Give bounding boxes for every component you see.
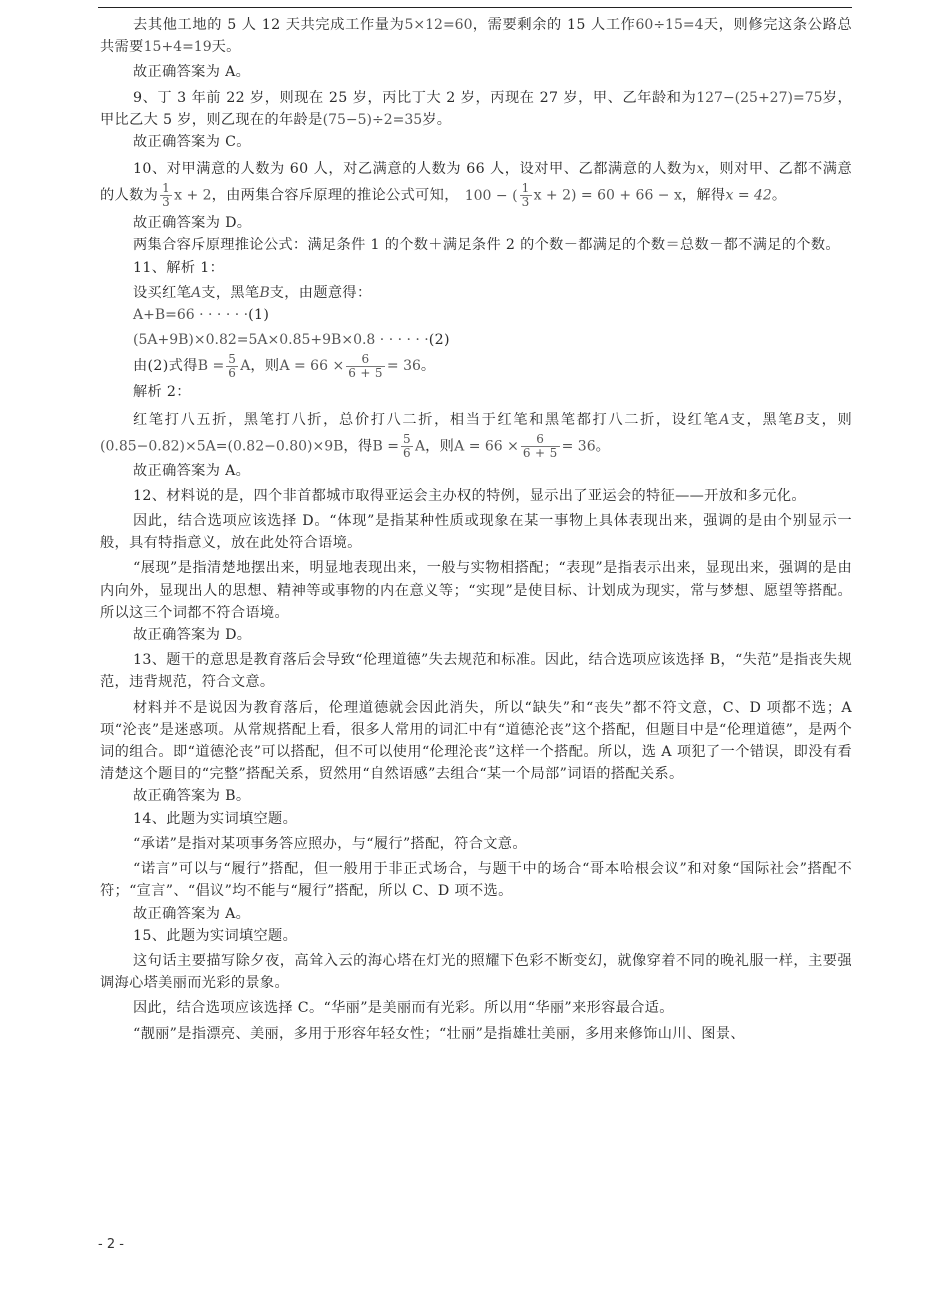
q12-paragraph-2: 因此，结合选项应该选择 D。“体现”是指某种性质或现象在某一事物上具体表现出来，强调的是由个别显示一般，具有特指意义，放在此处符合语境。 xyxy=(100,513,852,552)
q12-answer: 故正确答案为 D。 xyxy=(133,627,252,644)
q11-answer: 故正确答案为 A。 xyxy=(133,462,251,479)
math-expression: (75−5)÷2=35 xyxy=(322,111,423,128)
q8-paragraph: 去其他工地的 5 人 12 天共完成工作量为5×12=60，需要剩余的 15 人工作60÷15=4天，则修完这条公路总共需要15+4=19天。 xyxy=(100,17,852,56)
math-expression: 15+4=19 xyxy=(143,39,212,56)
q14-paragraph-1: 14、此题为实词填空题。 xyxy=(133,810,298,827)
q11-setup: 设买红笔A支，黑笔B支，由题意得： xyxy=(133,284,372,301)
q15-paragraph-2: 这句话主要描写除夕夜，高耸入云的海心塔在灯光的照耀下色彩不断变幻，就像穿着不同的晚礼服一样，主要强调海心塔美丽而光彩的景象。 xyxy=(100,952,852,992)
q15-paragraph-1: 15、此题为实词填空题。 xyxy=(133,927,298,944)
fraction: $\frac{1}{3}$ xyxy=(162,181,171,210)
q15-paragraph-3: 因此，结合选项应该选择 C。“华丽”是美丽而有光彩。所以用“华丽”来形容最合适。 xyxy=(133,1000,674,1017)
q8-answer: 故正确答案为 A。 xyxy=(133,64,251,81)
q11-heading-2: 解析 2： xyxy=(133,384,191,401)
math-expression: 5×12=60 xyxy=(404,17,473,33)
header-rule xyxy=(98,7,852,8)
fraction: $\frac{6}{6 + 5}$ xyxy=(522,431,558,460)
q12-paragraph-3: “展现”是指清楚地摆出来，明显地表现出来，一般与实物相搭配；“表现”是指表示出来，显现出来，强调的是由内向外，显现出人的思想、精神等或事物的内在意义等；“实现”是使目标、计划成为现实，常与梦想、愿望等搭配。所以这三个词都不符合语境。 xyxy=(100,560,852,621)
q15-paragraph-4: “靓丽”是指漂亮、美丽，多用于形容年轻女性；“壮丽”是指雄壮美丽，多用来修饰山川、图景、 xyxy=(133,1025,745,1042)
q11-method-2: 红笔打八五折，黑笔打八折，总价打八二折，相当于红笔和黑笔都打八二折，设红笔A支，黑笔B支，则(0.85−0.82)×5A=(0.82−0.80)×9B，得B = $\frac{5}{6}$ A，则A = 66 × $\frac{6}{6 + 5}$ = 36。 xyxy=(100,411,852,460)
fraction: $\frac{5}{6}$ xyxy=(402,431,411,460)
q11-heading: 11、解析 1： xyxy=(133,259,225,276)
q14-paragraph-2: “承诺”是指对某项事务答应照办，与“履行”搭配，符合文意。 xyxy=(133,835,527,852)
q14-answer: 故正确答案为 A。 xyxy=(133,905,251,922)
q13-paragraph-2: 材料并不是说因为教育落后，伦理道德就会因此消失，所以“缺失”和“丧失”都不符文意，C、D 项都不选；A 项“沦丧”是迷惑项。从常规搭配上看，很多人常用的词汇中有“道德沦丧”这个搭配，但题目中是“伦理道德”，是两个词的组合。即“道德沦丧”可以搭配，但不可以使用“伦理沦丧”这样一个搭配。所以，选 A 项犯了一个错误，即没有看清楚这个题目的“完整”搭配关系，贸然用“自然语感”去组合“某一个局部”词语的搭配关系。 xyxy=(100,699,852,783)
math-expression: 60÷15=4 xyxy=(635,17,704,33)
q10-answer: 故正确答案为 D。 xyxy=(133,215,252,232)
q11-equation-1: A+B=66 · · · · · ·(1) xyxy=(133,307,270,324)
q11-result-1: 由(2)式得B = $\frac{5}{6}$ A，则A = 66 × $\frac{6}{6 + 5}$ = 36。 xyxy=(133,351,436,380)
q9-paragraph: 9、丁 3 年前 22 岁，则现在 25 岁，丙比丁大 2 岁，丙现在 27 岁，甲、乙年龄和为127−(25+27)=75岁，甲比乙大 5 岁，则乙现在的年龄是(75−5)÷2=35岁。 xyxy=(100,89,853,128)
fraction: $\frac{6}{6 + 5}$ xyxy=(348,351,383,380)
q12-paragraph-1: 12、材料说的是，四个非首都城市取得亚运会主办权的特例，显示出了亚运会的特征——开放和多元化。 xyxy=(133,487,806,504)
fraction: $\frac{5}{6}$ xyxy=(228,351,237,380)
math-expression: 127−(25+27)=75 xyxy=(696,89,823,106)
fraction: $\frac{1}{3}$ xyxy=(521,181,530,210)
page-number: - 2 - xyxy=(98,1237,124,1252)
q9-answer: 故正确答案为 C。 xyxy=(133,134,251,151)
q10-formula-note: 两集合容斥原理推论公式：满足条件 1 的个数＋满足条件 2 的个数－都满足的个数＝总数－都不满足的个数。 xyxy=(133,237,840,254)
q14-paragraph-3: “诺言”可以与“履行”搭配，但一般用于非正式场合，与题干中的场合“哥本哈根会议”和对象“国际社会”搭配不符；“宣言”、“倡议”均不能与“履行”搭配，所以 C、D 项不选。 xyxy=(100,861,852,900)
answer-explanations xyxy=(100,14,852,1045)
q13-paragraph-1: 13、题干的意思是教育落后会导致“伦理道德”失去规范和标准。因此，结合选项应该选择 B，“失范”是指丧失规范，违背规范，符合文意。 xyxy=(100,652,852,691)
q13-answer: 故正确答案为 B。 xyxy=(133,788,251,805)
q11-equation-2: (5A+9B)×0.82=5A×0.85+9B×0.8 · · · · · ·(2) xyxy=(133,332,450,349)
q10-paragraph: 10、对甲满意的人数为 60 人，对乙满意的人数为 66 人，设对甲、乙都满意的人数为x，则对甲、乙都不满意的人数为 $\frac{1}{3}$ x + 2，由两集合容斥原理的推论公式可知， 100 − ( $\frac{1}{3}$ x + 2) = 60 + 66 − x，解得x = 42。 xyxy=(100,161,852,210)
